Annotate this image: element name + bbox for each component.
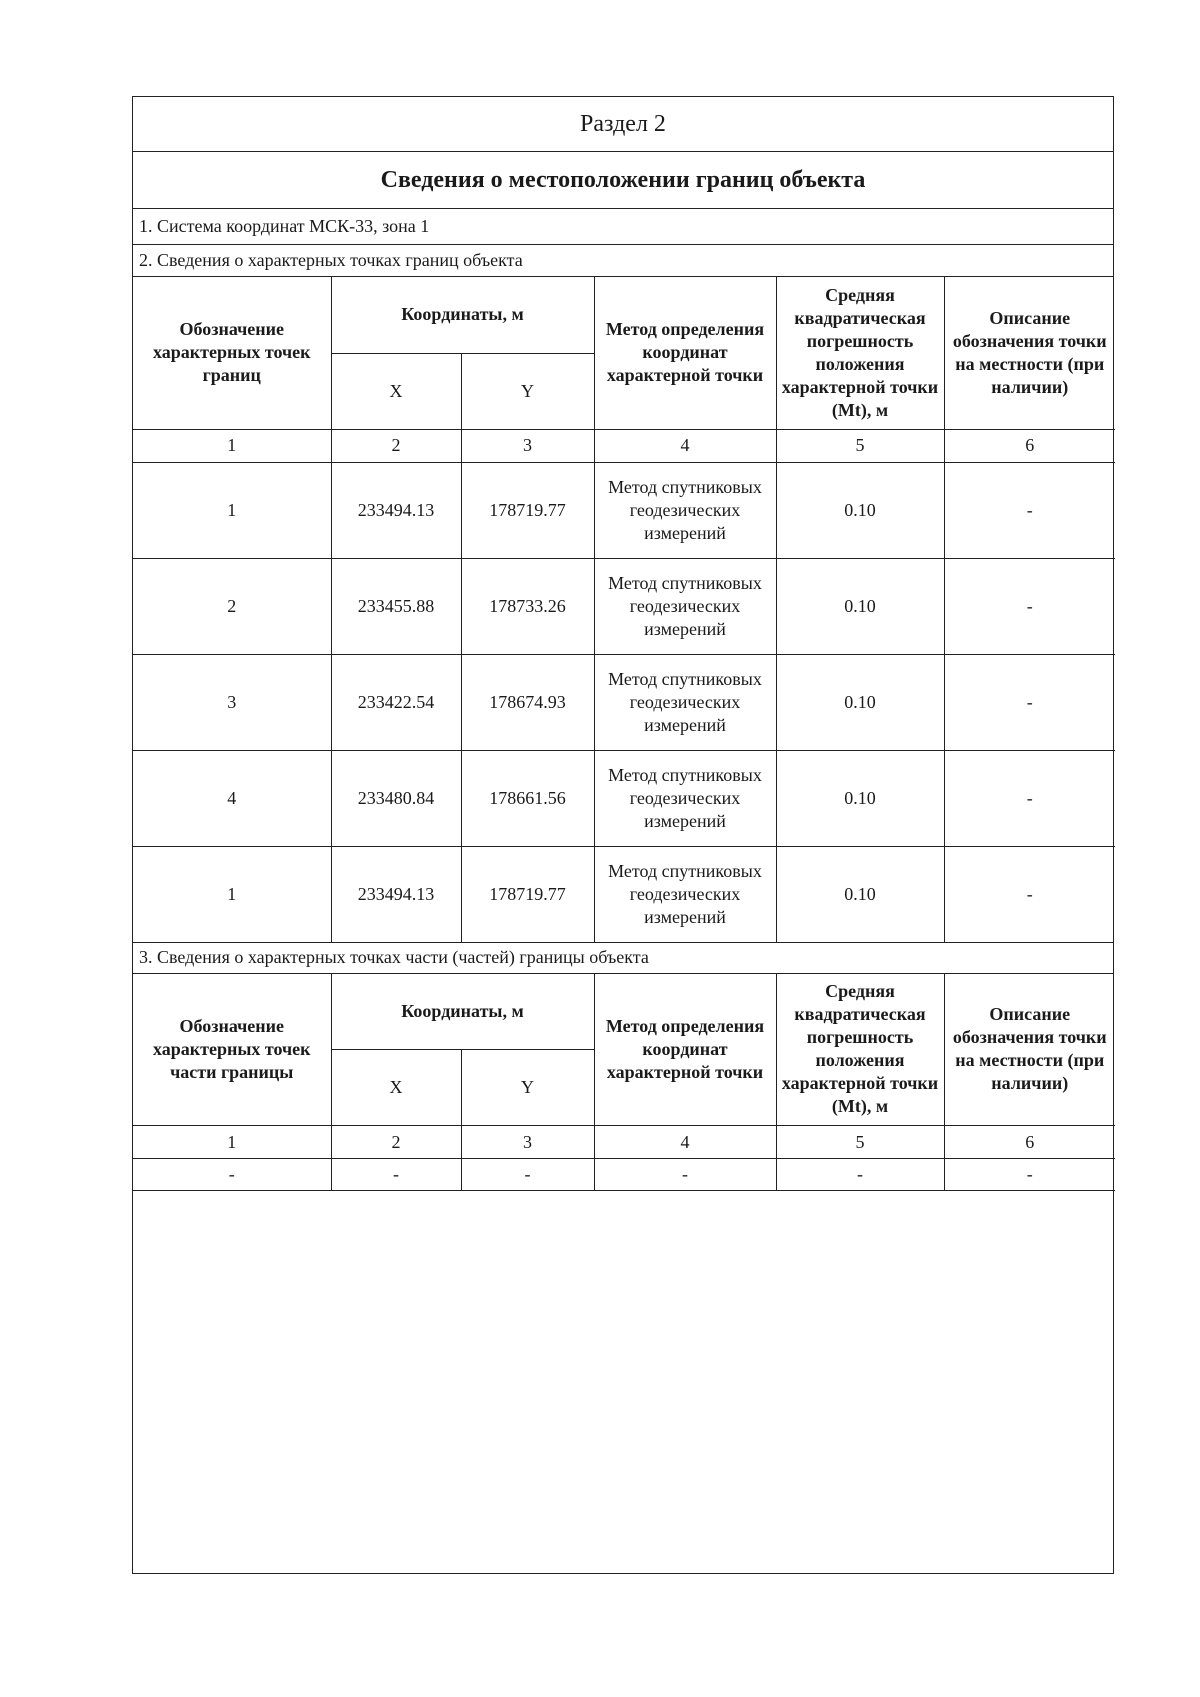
- point-accuracy: 0.10: [776, 750, 944, 846]
- point-accuracy: 0.10: [776, 846, 944, 942]
- method-header: Метод определения координат характерной точки: [594, 974, 776, 1126]
- part-cell: -: [461, 1159, 594, 1191]
- point-y: 178719.77: [461, 846, 594, 942]
- column-number: 4: [594, 1126, 776, 1159]
- point-x: 233480.84: [331, 750, 461, 846]
- part-cell: -: [331, 1159, 461, 1191]
- table-row: [133, 1159, 1115, 1191]
- table-row: [133, 654, 1115, 750]
- point-description: -: [944, 750, 1115, 846]
- point-y: 178719.77: [461, 462, 594, 558]
- point-description: -: [944, 558, 1115, 654]
- point-id: 1: [133, 462, 331, 558]
- point-method: Метод спутниковых геодезических измерений: [594, 558, 776, 654]
- column-number: 6: [944, 429, 1115, 462]
- point-x: 233494.13: [331, 846, 461, 942]
- x-header: X: [331, 353, 461, 429]
- parts-section-title: 3. Сведения о характерных точках части (частей) границы объекта: [133, 942, 1113, 974]
- table-row: [133, 558, 1115, 654]
- point-method: Метод спутниковых геодезических измерений: [594, 846, 776, 942]
- point-x: 233494.13: [331, 462, 461, 558]
- part-cell: -: [944, 1159, 1115, 1191]
- coordinates-header: Координаты, м: [331, 277, 594, 353]
- accuracy-header: Средняя квадратическая погрешность положения характерной точки (Mt), м: [776, 974, 944, 1126]
- y-header: Y: [461, 1050, 594, 1126]
- part-cell: -: [776, 1159, 944, 1191]
- column-number: 3: [461, 1126, 594, 1159]
- method-header: Метод определения координат характерной точки: [594, 277, 776, 429]
- point-id: 2: [133, 558, 331, 654]
- table-row: [133, 846, 1115, 942]
- table-row: [133, 750, 1115, 846]
- x-header: X: [331, 1050, 461, 1126]
- point-id: 3: [133, 654, 331, 750]
- point-accuracy: 0.10: [776, 462, 944, 558]
- description-header: Описание обозначения точки на местности (при наличии): [944, 277, 1115, 429]
- point-accuracy: 0.10: [776, 654, 944, 750]
- description-header: Описание обозначения точки на местности (при наличии): [944, 974, 1115, 1126]
- column-number: 1: [133, 1126, 331, 1159]
- points-section-title: 2. Сведения о характерных точках границ объекта: [133, 245, 1113, 277]
- y-header: Y: [461, 353, 594, 429]
- boundary-points-table: [133, 277, 1115, 942]
- point-method: Метод спутниковых геодезических измерений: [594, 462, 776, 558]
- column-number-row: [133, 1126, 1115, 1159]
- part-cell: -: [133, 1159, 331, 1191]
- page-heading: Сведения о местоположении границ объекта: [133, 152, 1113, 209]
- section-title: Раздел 2: [133, 97, 1113, 152]
- point-description: -: [944, 654, 1115, 750]
- point-y: 178674.93: [461, 654, 594, 750]
- column-number: 3: [461, 429, 594, 462]
- point-id: 4: [133, 750, 331, 846]
- column-number: 4: [594, 429, 776, 462]
- column-number: 5: [776, 429, 944, 462]
- column-number: 6: [944, 1126, 1115, 1159]
- designation-header: Обозначение характерных точек части границы: [133, 974, 331, 1126]
- part-cell: -: [594, 1159, 776, 1191]
- part-points-table: [133, 974, 1115, 1192]
- column-number: 1: [133, 429, 331, 462]
- point-x: 233422.54: [331, 654, 461, 750]
- point-method: Метод спутниковых геодезических измерений: [594, 654, 776, 750]
- column-number: 5: [776, 1126, 944, 1159]
- point-y: 178733.26: [461, 558, 594, 654]
- table-row: [133, 462, 1115, 558]
- column-number: 2: [331, 429, 461, 462]
- designation-header: Обозначение характерных точек границ: [133, 277, 331, 429]
- coordinates-header: Координаты, м: [331, 974, 594, 1050]
- point-x: 233455.88: [331, 558, 461, 654]
- coord-system-line: 1. Система координат МСК-33, зона 1: [133, 209, 1113, 245]
- point-description: -: [944, 846, 1115, 942]
- point-method: Метод спутниковых геодезических измерений: [594, 750, 776, 846]
- point-description: -: [944, 462, 1115, 558]
- point-accuracy: 0.10: [776, 558, 944, 654]
- accuracy-header: Средняя квадратическая погрешность положения характерной точки (Mt), м: [776, 277, 944, 429]
- column-number: 2: [331, 1126, 461, 1159]
- point-id: 1: [133, 846, 331, 942]
- column-number-row: [133, 429, 1115, 462]
- point-y: 178661.56: [461, 750, 594, 846]
- document-sheet: [132, 96, 1114, 1574]
